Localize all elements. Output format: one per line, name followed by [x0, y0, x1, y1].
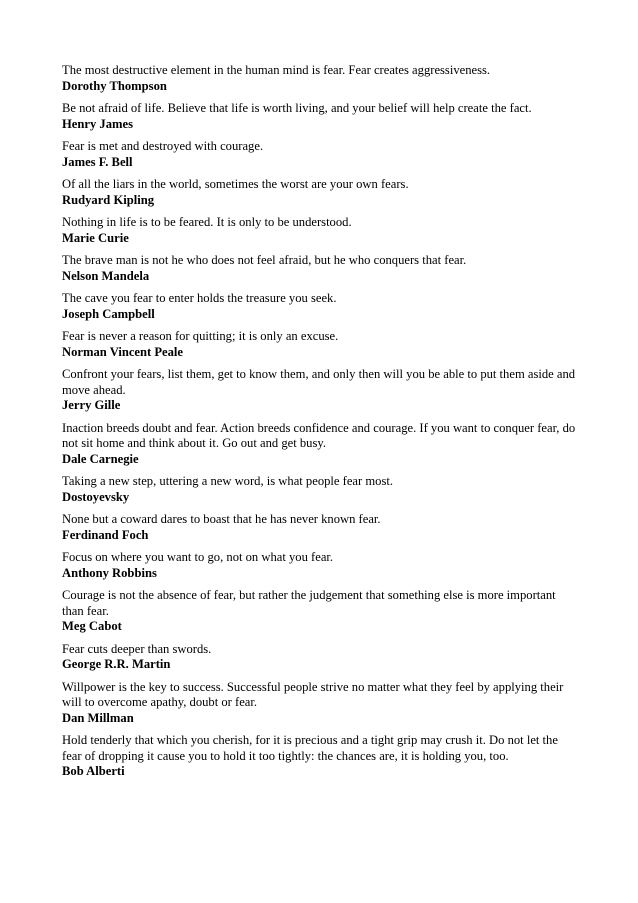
- quote-author: Dan Millman: [62, 710, 134, 725]
- quote-author: Norman Vincent Peale: [62, 344, 184, 359]
- quote-item: [62, 139, 577, 170]
- quote-text: Fear is met and destroyed with courage.: [62, 139, 264, 153]
- quote-text: Willpower is the key to success. Successful people strive no matter what they feel by applying their will to overcome apathy, doubt or fear.: [62, 679, 564, 709]
- quote-author: Ferdinand Foch: [62, 527, 149, 542]
- quote-item: [62, 215, 577, 246]
- quote-text: The most destructive element in the human mind is fear. Fear creates aggressiveness.: [62, 63, 491, 77]
- quote-author: Dale Carnegie: [62, 451, 139, 466]
- quote-item: [62, 177, 577, 208]
- quote-item: [62, 291, 577, 322]
- quote-item: [62, 733, 577, 780]
- quote-item: [62, 329, 577, 360]
- quote-text: The cave you fear to enter holds the treasure you seek.: [62, 291, 337, 305]
- quote-author: James F. Bell: [62, 154, 133, 169]
- quote-author: Nelson Mandela: [62, 268, 150, 283]
- quote-author: Anthony Robbins: [62, 565, 157, 580]
- quote-text: Fear is never a reason for quitting; it is only an excuse.: [62, 329, 339, 343]
- quote-item: [62, 474, 577, 505]
- quote-author: Dorothy Thompson: [62, 78, 167, 93]
- quote-text: Of all the liars in the world, sometimes the worst are your own fears.: [62, 177, 409, 191]
- quote-author: Jerry Gille: [62, 398, 121, 412]
- quote-item: [62, 253, 577, 284]
- quote-text: Taking a new step, uttering a new word, is what people fear most.: [62, 474, 394, 488]
- quote-text: Inaction breeds doubt and fear. Action breeds confidence and courage. If you want to conquer fear, do not sit home and think about it. Go out and get busy.: [62, 420, 576, 450]
- quote-item: [62, 101, 577, 132]
- quote-author: Meg Cabot: [62, 619, 122, 633]
- quote-item: [62, 367, 577, 414]
- quote-item: [62, 588, 577, 635]
- quote-text: None but a coward dares to boast that he has never known fear.: [62, 512, 381, 526]
- quote-text: The brave man is not he who does not feel afraid, but he who conquers that fear.: [62, 253, 467, 267]
- quote-item: [62, 421, 577, 468]
- quote-text: Focus on where you want to go, not on what you fear.: [62, 550, 334, 564]
- quote-item: [62, 550, 577, 581]
- quote-author: Dostoyevsky: [62, 489, 130, 504]
- quote-item: [62, 512, 577, 543]
- quote-author: Rudyard Kipling: [62, 192, 155, 207]
- quote-author: Henry James: [62, 116, 133, 131]
- quote-author: Marie Curie: [62, 230, 129, 245]
- quote-text: Hold tenderly that which you cherish, for it is precious and a tight grip may crush it. Do not let the fear of dropping it cause you to hold it too tightly: the chances are, it is holding you, too.: [62, 733, 558, 763]
- quote-text: Confront your fears, list them, get to know them, and only then will you be able to put them aside and move ahead.: [62, 367, 576, 397]
- document-page: [62, 63, 577, 787]
- quote-text: Nothing in life is to be feared. It is only to be understood.: [62, 215, 352, 229]
- quote-text: Be not afraid of life. Believe that life is worth living, and your belief will help create the fact.: [62, 101, 532, 115]
- quote-text: Fear cuts deeper than swords.: [62, 641, 212, 656]
- quote-author: Joseph Campbell: [62, 306, 155, 321]
- quote-author: George R.R. Martin: [62, 657, 171, 671]
- quote-item: [62, 642, 577, 673]
- quote-author: Bob Alberti: [62, 764, 125, 778]
- quote-text: Courage is not the absence of fear, but rather the judgement that something else is more important than fear.: [62, 588, 556, 618]
- quote-item: [62, 680, 577, 727]
- quote-item: [62, 63, 577, 94]
